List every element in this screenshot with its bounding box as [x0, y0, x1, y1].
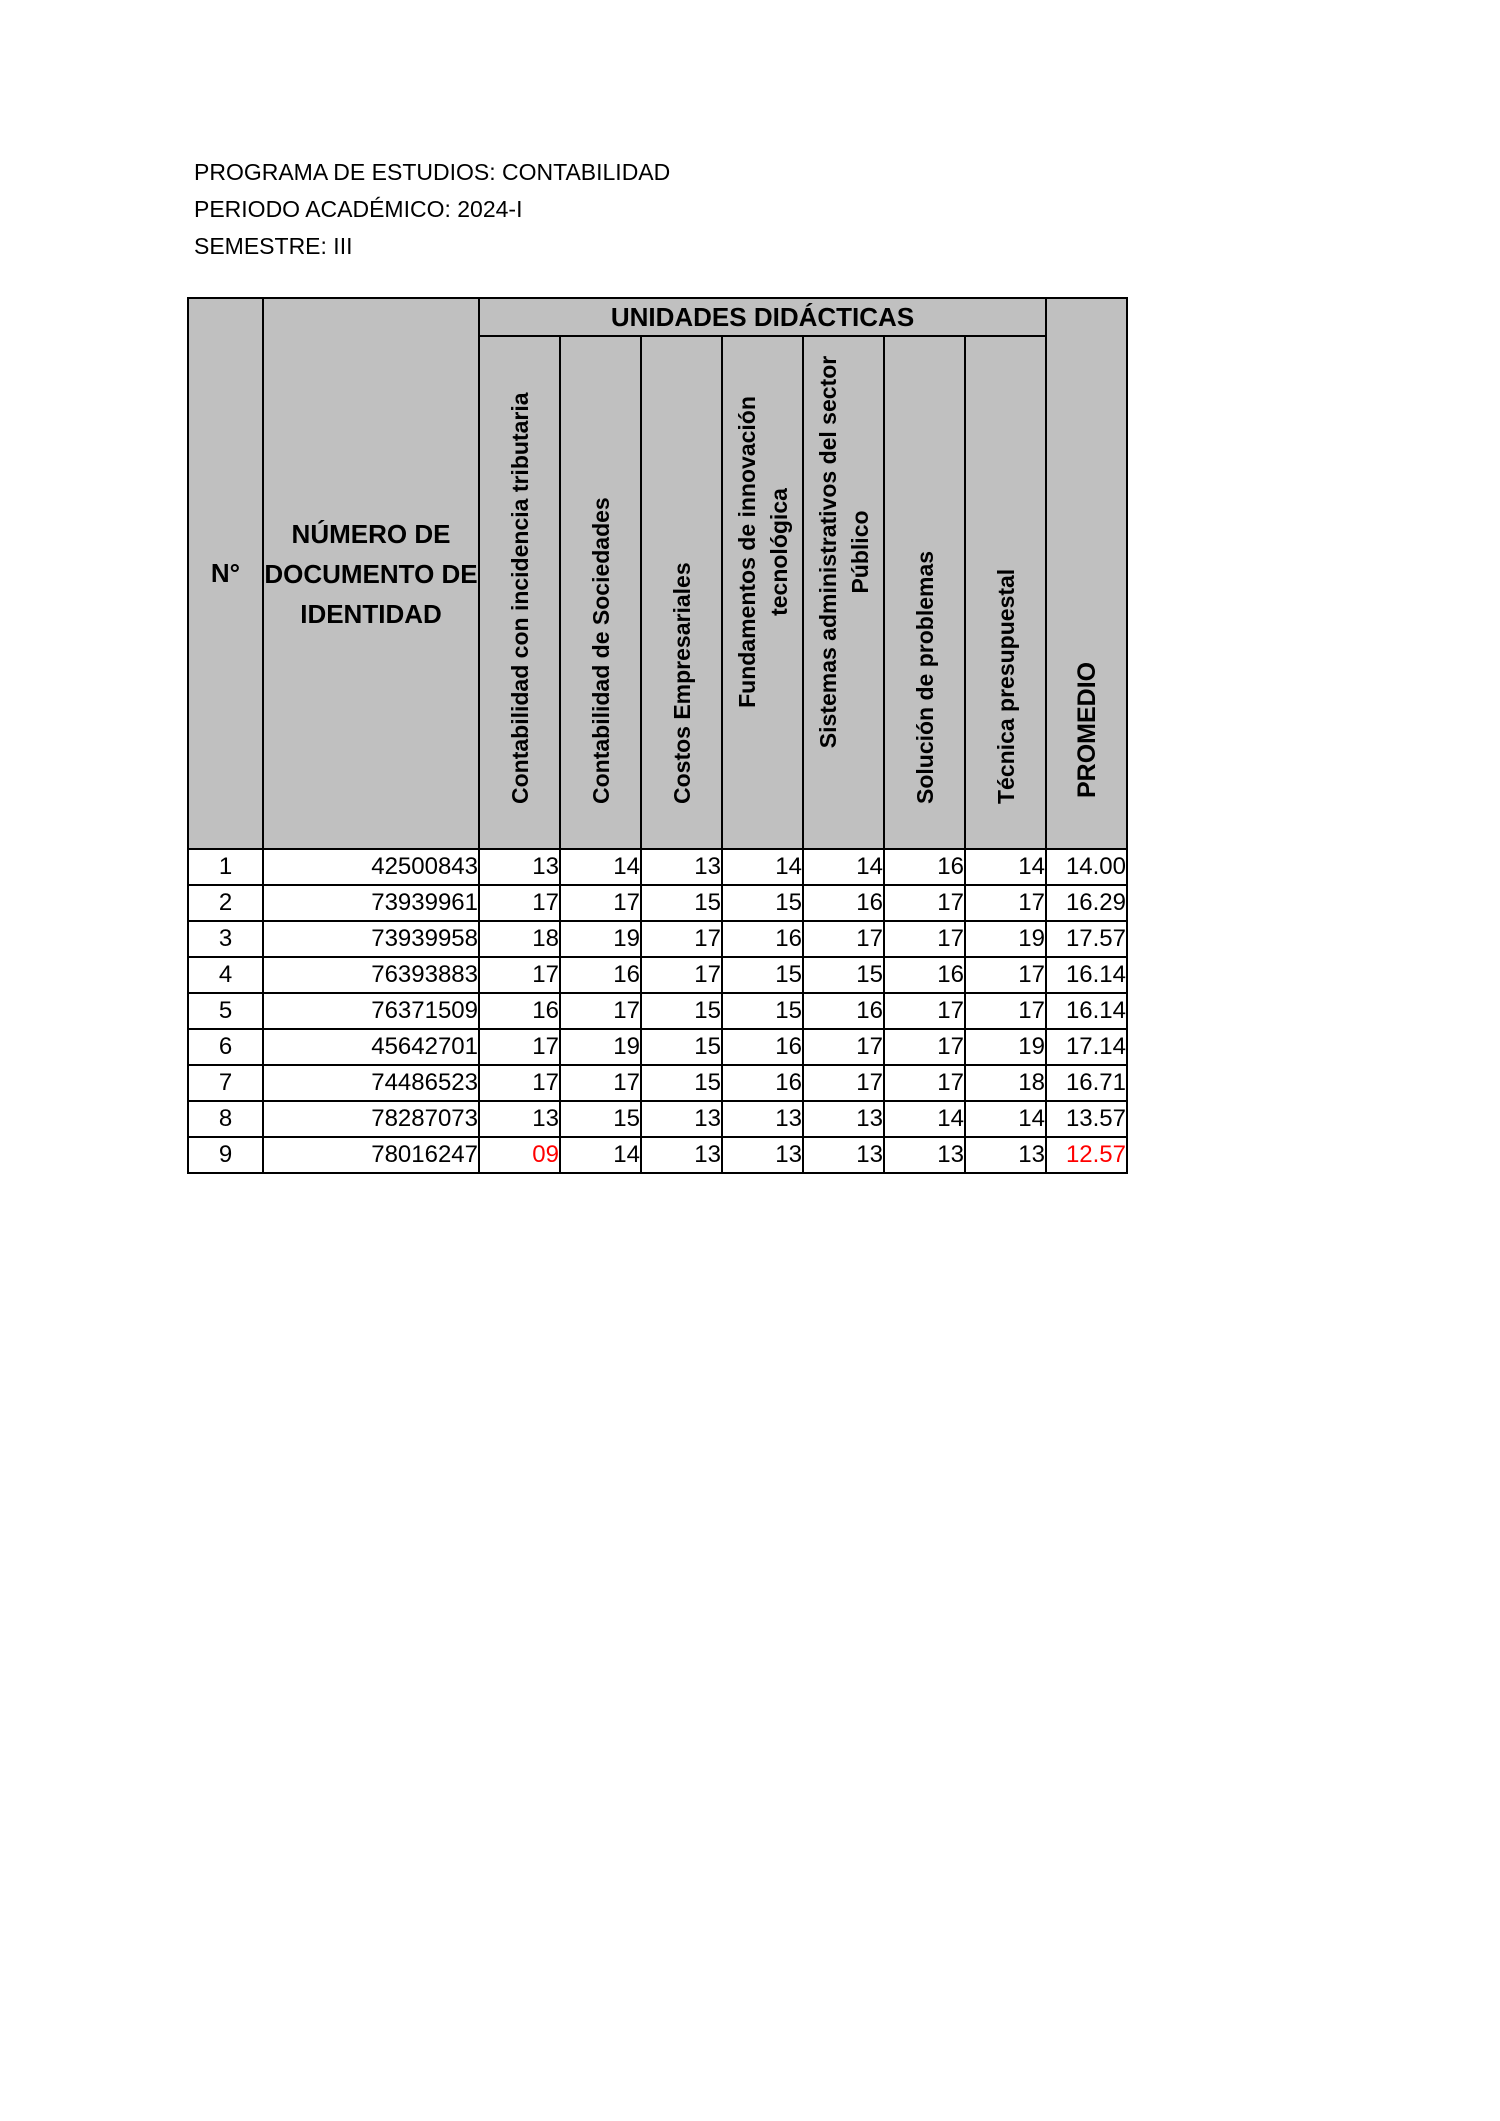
grade-cell: 13 — [641, 1101, 722, 1137]
row-number: 1 — [188, 849, 263, 885]
header-document: NÚMERO DE DOCUMENTO DE IDENTIDAD — [263, 298, 479, 849]
grade-cell: 17 — [965, 957, 1046, 993]
periodo-line: PERIODO ACADÉMICO: 2024-I — [194, 196, 523, 222]
document-number: 74486523 — [263, 1065, 479, 1101]
grade-cell: 17 — [965, 885, 1046, 921]
table-row — [188, 1029, 1127, 1065]
grade-cell: 17 — [965, 993, 1046, 1029]
semestre-line: SEMESTRE: III — [194, 233, 353, 259]
grade-cell: 14 — [965, 1101, 1046, 1137]
grade-cell: 16 — [722, 1065, 803, 1101]
table-row — [188, 1065, 1127, 1101]
grade-cell: 15 — [641, 1029, 722, 1065]
grade-cell: 17 — [884, 993, 965, 1029]
programa-line: PROGRAMA DE ESTUDIOS: CONTABILIDAD — [194, 159, 671, 185]
grade-cell: 17 — [884, 1065, 965, 1101]
header-subject — [965, 336, 1046, 849]
header-promedio — [1046, 298, 1127, 849]
grade-cell: 16 — [884, 957, 965, 993]
row-number: 7 — [188, 1065, 263, 1101]
grade-cell: 17 — [479, 885, 560, 921]
row-number: 5 — [188, 993, 263, 1029]
header-subject — [803, 336, 884, 849]
grade-cell: 16 — [722, 921, 803, 957]
promedio-cell: 17.14 — [1046, 1029, 1127, 1065]
grade-cell: 17 — [560, 993, 641, 1029]
grade-cell: 17 — [884, 921, 965, 957]
table-row — [188, 957, 1127, 993]
promedio-cell: 14.00 — [1046, 849, 1127, 885]
grade-cell: 17 — [803, 1029, 884, 1065]
grade-cell: 16 — [884, 849, 965, 885]
grade-cell: 16 — [722, 1029, 803, 1065]
grade-cell: 17 — [884, 885, 965, 921]
header-unidades-didacticas: UNIDADES DIDÁCTICAS — [479, 298, 1046, 336]
header-subject — [479, 336, 560, 849]
grade-cell: 15 — [722, 993, 803, 1029]
header-subject-label: Contabilidad de Sociedades — [587, 497, 614, 804]
row-number: 2 — [188, 885, 263, 921]
header-promedio-label: PROMEDIO — [1072, 661, 1101, 798]
grade-cell: 13 — [803, 1137, 884, 1173]
header-number: N° — [188, 298, 263, 849]
grade-cell: 14 — [722, 849, 803, 885]
table-row — [188, 921, 1127, 957]
document-number: 78016247 — [263, 1137, 479, 1173]
row-number: 4 — [188, 957, 263, 993]
header-subject-label: Solución de problemas — [911, 550, 938, 804]
header-subject-label: Sistemas administrativos del sector Público — [814, 355, 873, 749]
grade-cell: 13 — [803, 1101, 884, 1137]
table-row — [188, 885, 1127, 921]
grade-cell: 13 — [722, 1101, 803, 1137]
document-header — [194, 154, 670, 265]
promedio-cell: 13.57 — [1046, 1101, 1127, 1137]
grade-cell: 15 — [641, 993, 722, 1029]
promedio-cell: 16.14 — [1046, 993, 1127, 1029]
grade-cell: 19 — [965, 1029, 1046, 1065]
grade-cell: 19 — [560, 921, 641, 957]
table-row — [188, 849, 1127, 885]
grade-cell: 17 — [560, 1065, 641, 1101]
grade-cell: 16 — [560, 957, 641, 993]
grade-cell: 16 — [803, 993, 884, 1029]
grade-cell: 13 — [479, 849, 560, 885]
document-number: 76393883 — [263, 957, 479, 993]
grade-cell: 15 — [641, 1065, 722, 1101]
row-number: 8 — [188, 1101, 263, 1137]
document-number: 73939958 — [263, 921, 479, 957]
grades-table — [187, 297, 1128, 1174]
grade-cell: 18 — [479, 921, 560, 957]
grade-cell: 17 — [641, 957, 722, 993]
grade-cell: 16 — [479, 993, 560, 1029]
grade-cell: 17 — [479, 1029, 560, 1065]
row-number: 6 — [188, 1029, 263, 1065]
grade-cell: 15 — [560, 1101, 641, 1137]
header-subject-label: Costos Empresariales — [668, 562, 695, 804]
grade-cell: 19 — [560, 1029, 641, 1065]
row-number: 3 — [188, 921, 263, 957]
grade-cell: 14 — [884, 1101, 965, 1137]
header-subject — [560, 336, 641, 849]
grade-cell: 13 — [479, 1101, 560, 1137]
grade-cell: 13 — [641, 1137, 722, 1173]
grade-cell: 15 — [803, 957, 884, 993]
grade-cell: 15 — [641, 885, 722, 921]
promedio-cell: 16.29 — [1046, 885, 1127, 921]
table-row — [188, 993, 1127, 1029]
grade-cell: 14 — [965, 849, 1046, 885]
grade-cell: 13 — [965, 1137, 1046, 1173]
grade-cell: 13 — [722, 1137, 803, 1173]
document-number: 78287073 — [263, 1101, 479, 1137]
grade-cell: 13 — [641, 849, 722, 885]
document-number: 45642701 — [263, 1029, 479, 1065]
grade-cell: 17 — [884, 1029, 965, 1065]
document-number: 76371509 — [263, 993, 479, 1029]
promedio-cell: 17.57 — [1046, 921, 1127, 957]
header-subject-label: Fundamentos de innovación tecnológica — [733, 396, 792, 708]
grade-cell: 13 — [884, 1137, 965, 1173]
table-row — [188, 1137, 1127, 1173]
promedio-cell: 16.14 — [1046, 957, 1127, 993]
grade-cell: 17 — [641, 921, 722, 957]
grade-cell: 17 — [803, 921, 884, 957]
promedio-cell-failing: 12.57 — [1046, 1137, 1127, 1173]
header-subject — [884, 336, 965, 849]
grade-cell: 16 — [803, 885, 884, 921]
header-subject — [641, 336, 722, 849]
grade-cell: 18 — [965, 1065, 1046, 1101]
grade-cell: 15 — [722, 885, 803, 921]
header-subject-label: Técnica presupuestal — [992, 568, 1019, 804]
document-number: 73939961 — [263, 885, 479, 921]
grade-cell: 17 — [560, 885, 641, 921]
grade-cell: 14 — [803, 849, 884, 885]
header-subject — [722, 336, 803, 849]
grade-cell: 17 — [803, 1065, 884, 1101]
document-number: 42500843 — [263, 849, 479, 885]
table-row — [188, 1101, 1127, 1137]
promedio-cell: 16.71 — [1046, 1065, 1127, 1101]
header-subject-label: Contabilidad con incidencia tributaria — [506, 392, 533, 804]
grade-cell-failing: 09 — [479, 1137, 560, 1173]
grade-cell: 19 — [965, 921, 1046, 957]
grade-cell: 17 — [479, 1065, 560, 1101]
row-number: 9 — [188, 1137, 263, 1173]
grade-cell: 14 — [560, 1137, 641, 1173]
grade-cell: 17 — [479, 957, 560, 993]
grade-cell: 15 — [722, 957, 803, 993]
grade-cell: 14 — [560, 849, 641, 885]
